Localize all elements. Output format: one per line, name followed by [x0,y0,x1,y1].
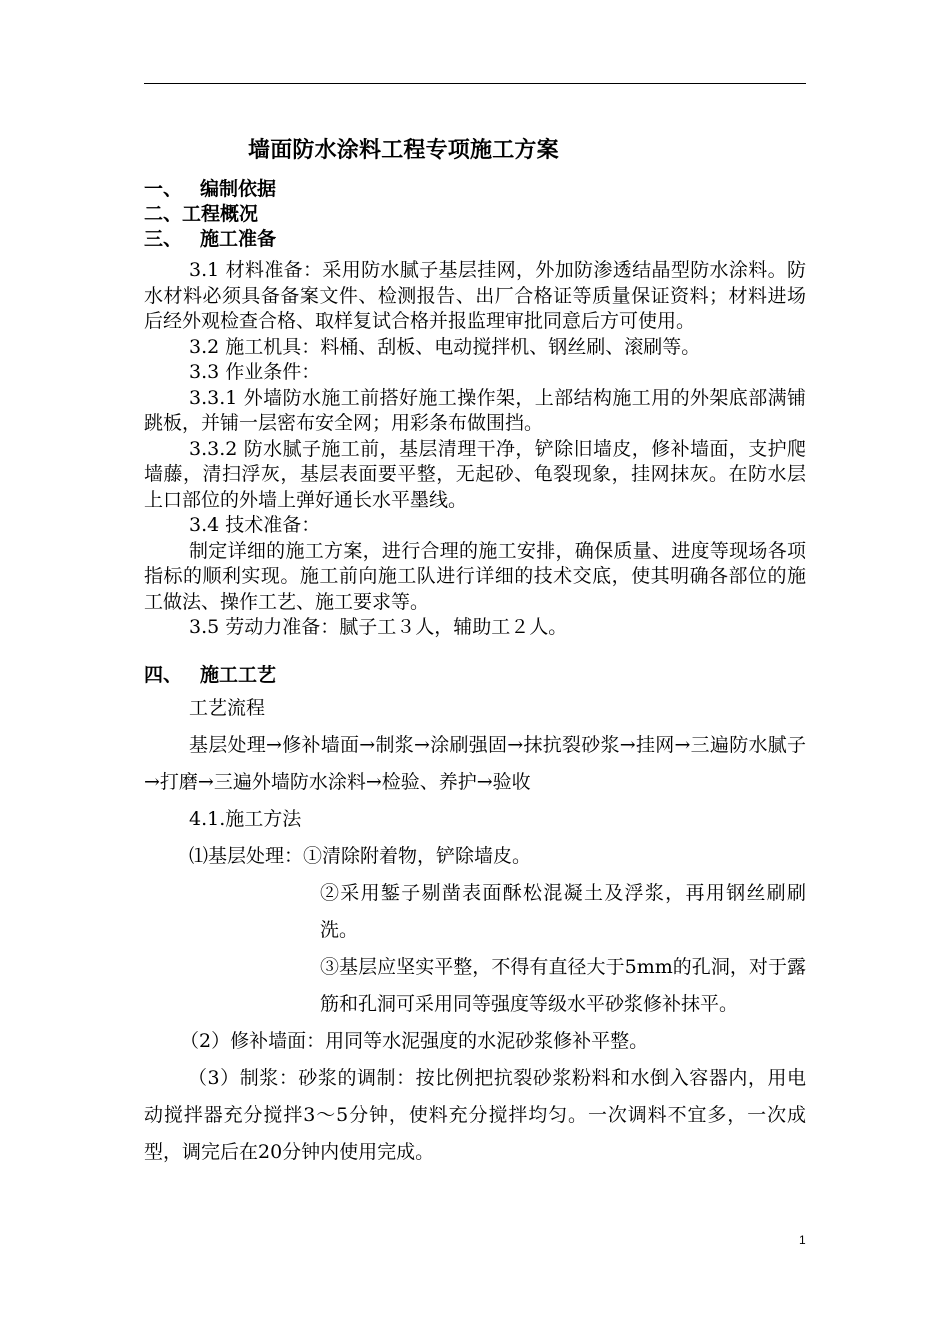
method-label: 4.1.施工方法 [189,808,302,830]
section-number: 一、 [144,178,183,200]
step-1-item-1: ①清除附着物，铲除墙皮。 [303,845,532,867]
section-number: 二、 [144,203,183,225]
process-block [144,690,806,1171]
paragraph: 3.1 材料准备：采用防水腻子基层挂网，外加防渗透结晶型防水涂料。防水材料必须具备备案文件、检测报告、出厂合格证等质量保证资料；材料进场后经外观检查合格、取样复试合格并报监理审批同意后方可使用。 [144,259,806,332]
paragraph: 3.3.1 外墙防水施工前搭好施工操作架，上部结构施工用的外架底部满铺跳板，并铺一层密布安全网；用彩条布做围挡。 [144,386,806,434]
step-1 [144,838,806,875]
preparation-block [144,258,806,641]
paragraph: 3.2 施工机具：料桶、刮板、电动搅拌机、钢丝刷、滚刷等。 [189,335,701,358]
paragraph: 3.5 劳动力准备：腻子工３人，辅助工２人。 [189,616,568,638]
paragraph: 3.4 技术准备： [189,514,321,536]
section-number: 三、 [144,228,183,250]
section-heading-2 [144,199,258,226]
paragraph: 3.3 作业条件： [189,361,321,383]
step-3: （3）制浆：砂浆的调制：按比例把抗裂砂浆粉料和水倒入容器内，用电动搅拌器充分搅拌3～5分钟，使料充分搅拌均匀。一次调料不宜多，一次成型，调完后在20分钟内使用完成。 [144,1067,806,1163]
section-heading-3 [144,224,276,251]
flow-label: 工艺流程 [189,697,266,719]
section-label: 施工工艺 [200,664,277,686]
step-2: （2）修补墙面：用同等水泥强度的水泥砂浆修补平整。 [180,1030,649,1052]
document-title: 墙面防水涂料工程专项施工方案 [248,137,559,163]
section-heading-4 [144,660,276,687]
section-label: 工程概况 [182,203,259,225]
page-number: 1 [799,1233,806,1247]
section-label: 施工准备 [200,228,277,250]
section-heading-1 [144,174,276,201]
section-label: 编制依据 [200,178,277,200]
step-1-label: ⑴基层处理： [189,845,304,867]
header-rule [144,83,806,84]
step-1-item-2: ②采用錾子剔凿表面酥松混凝土及浮浆，再用钢丝刷刷洗。 [320,882,806,941]
paragraph: 3.3.2 防水腻子施工前，基层清理干净，铲除旧墙皮，修补墙面，支护爬墙藤，清扫浮灰，基层表面要平整，无起砂、龟裂现象，挂网抹灰。在防水层上口部位的外墙上弹好通长水平墨线。 [144,437,806,511]
flow-text: 基层处理→修补墙面→制浆→涂刷强固→抹抗裂砂浆→挂网→三遍防水腻子→打磨→三遍外墙防水涂料→检验、养护→验收 [144,734,806,793]
paragraph: 制定详细的施工方案，进行合理的施工安排，确保质量、进度等现场各项指标的顺利实现。施工前向施工队进行详细的技术交底，使其明确各部位的施工做法、操作工艺、施工要求等。 [144,539,806,613]
step-1-item-3: ③基层应坚实平整，不得有直径大于5mm的孔洞，对于露筋和孔洞可采用同等强度等级水平砂浆修补抹平。 [320,956,806,1015]
section-number: 四、 [144,664,183,686]
